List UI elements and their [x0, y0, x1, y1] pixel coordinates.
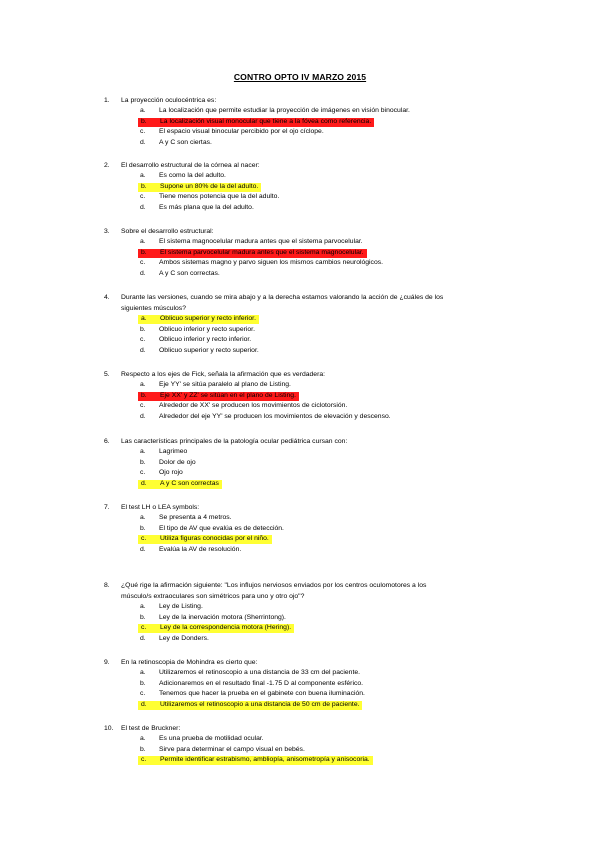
option-letter: d. [140, 346, 146, 354]
option-letter: a. [141, 315, 147, 322]
question-stem [0, 303, 600, 314]
option-text: Ambos sistemas magno y parvo siguen los mismos cambios neurológicos. [159, 259, 384, 267]
option-text: Tiene menos potencia que la del adulto. [159, 193, 280, 201]
question-text: Respecto a los ejes de Fick, señala la afirmación que es verdadera: [121, 371, 326, 378]
question-stem [0, 591, 600, 602]
answer-option-highlighted [0, 248, 600, 259]
answer-option [0, 458, 600, 469]
answer-option-highlighted [0, 755, 600, 766]
option-text: Supone un 80% de la del adulto. [160, 182, 259, 190]
question-text: El test LH o LEA symbols: [121, 504, 200, 511]
option-text: Ley de Donders. [159, 634, 209, 642]
question-number: 6. [104, 438, 110, 445]
question-stem [0, 160, 600, 171]
option-letter: c. [141, 756, 147, 764]
answer-option [0, 679, 600, 690]
answer-option-highlighted [0, 117, 600, 128]
question-number: 10. [104, 725, 114, 732]
option-letter: c. [141, 624, 147, 632]
option-text: Oblicuo inferior y recto superior. [159, 325, 255, 333]
option-letter: d. [140, 412, 146, 420]
question-text: ¿Qué rige la afirmación siguiente: "Los influjos nerviosos enviados por los centros oculomotores a los [121, 582, 427, 589]
option-text: Oblicuo superior y recto superior. [159, 346, 259, 354]
answer-option-highlighted [0, 700, 600, 711]
option-text: Es más plana que la del adulto. [159, 203, 254, 211]
option-text: Adicionaremos en el resultado final -1.75 D al componente esférico. [159, 679, 364, 687]
answer-option [0, 269, 600, 280]
option-text: Alrededor del eje YY' se producen los movimientos de elevación y descenso. [159, 412, 391, 420]
answer-option [0, 106, 600, 117]
option-letter: d. [140, 634, 146, 642]
option-letter: a. [140, 669, 146, 676]
option-text: Oblicuo superior y recto inferior. [160, 315, 256, 322]
answer-option [0, 258, 600, 269]
option-letter: a. [140, 172, 146, 179]
option-text: Utilizaremos el retinoscopio a una distancia de 50 cm de paciente. [160, 700, 360, 708]
option-text: A y C son correctas. [159, 269, 220, 277]
question-text: Las características principales de la patología ocular pediátrica cursan con: [121, 438, 348, 445]
question-text: Sobre el desarrollo estructural: [121, 228, 214, 235]
option-letter: a. [140, 603, 146, 610]
answer-option [0, 138, 600, 149]
option-letter: a. [140, 735, 146, 742]
option-text: Sirve para determinar el campo visual en bebés. [159, 745, 305, 753]
question-number: 3. [104, 228, 110, 235]
answer-option [0, 524, 600, 535]
option-letter: c. [140, 128, 146, 136]
question-text: El test de Bruckner: [121, 725, 181, 732]
option-text: A y C son correctas [160, 479, 219, 487]
option-text: Utilizaremos el retinoscopio a una distancia de 33 cm del paciente. [159, 669, 360, 676]
question-text: En la retinoscopia de Mohindra es cierto que: [121, 659, 258, 666]
question-5 [0, 369, 600, 422]
question-stem [0, 95, 600, 106]
answer-option [0, 545, 600, 556]
question-number: 1. [104, 97, 110, 104]
option-letter: b. [140, 458, 146, 466]
answer-option [0, 325, 600, 336]
option-text: El sistema parvocelular madura antes que el sistema magnocelular. [160, 248, 364, 256]
option-text: Alrededor de XX' se producen los movimientos de ciclotorsión. [159, 402, 348, 410]
answer-option [0, 613, 600, 624]
option-text: Ley de la correspondencia motora (Hering). [160, 624, 292, 632]
option-letter: b. [141, 248, 147, 256]
option-text: El tipo de AV que evalúa es de detección. [159, 524, 284, 532]
option-letter: d. [140, 269, 146, 277]
question-number: 8. [104, 582, 110, 589]
option-letter: d. [141, 700, 147, 708]
answer-option [0, 634, 600, 645]
option-letter: b. [140, 524, 146, 532]
option-letter: c. [140, 469, 146, 477]
answer-option [0, 689, 600, 700]
question-stem [0, 502, 600, 513]
option-letter: c. [141, 535, 147, 543]
answer-option [0, 668, 600, 679]
answer-option-highlighted [0, 534, 600, 545]
question-stem [0, 369, 600, 380]
option-text: Es una prueba de motilidad ocular. [159, 735, 264, 742]
question-text: siguientes músculos? [121, 305, 186, 312]
option-letter: d. [140, 203, 146, 211]
question-8 [0, 580, 600, 644]
option-letter: c. [140, 259, 146, 267]
option-letter: c. [140, 402, 146, 410]
question-number: 9. [104, 659, 110, 666]
option-letter: b. [140, 745, 146, 753]
option-letter: c. [140, 336, 146, 344]
answer-option-highlighted [0, 479, 600, 490]
option-text: El espacio visual binocular percibido por el ojo cíclope. [159, 128, 324, 136]
answer-option-highlighted [0, 314, 600, 325]
question-10 [0, 723, 600, 766]
option-letter: b. [140, 679, 146, 687]
answer-option-highlighted [0, 182, 600, 193]
option-letter: d. [141, 479, 147, 487]
question-stem [0, 657, 600, 668]
answer-option [0, 513, 600, 524]
option-letter: c. [140, 193, 146, 201]
answer-option-highlighted [0, 623, 600, 634]
answer-option [0, 127, 600, 138]
question-number: 5. [104, 371, 110, 378]
answer-option [0, 401, 600, 412]
question-7 [0, 502, 600, 555]
option-text: A y C son ciertas. [159, 138, 212, 146]
answer-option [0, 602, 600, 613]
option-text: Tenemos que hacer la prueba en el gabinete con buena iluminación. [159, 690, 365, 698]
answer-option [0, 346, 600, 357]
option-letter: a. [140, 448, 146, 455]
option-text: Evalúa la AV de resolución. [159, 545, 242, 553]
option-letter: a. [140, 107, 146, 114]
option-text: La localización visual monocular que tiene a la fóvea como referencia. [160, 117, 372, 125]
question-stem [0, 292, 600, 303]
question-stem [0, 580, 600, 591]
option-letter: b. [140, 613, 146, 621]
option-letter: b. [141, 182, 147, 190]
answer-option [0, 468, 600, 479]
question-3 [0, 226, 600, 279]
question-number: 2. [104, 162, 110, 169]
option-text: Dolor de ojo [159, 458, 196, 466]
answer-option [0, 734, 600, 745]
option-letter: b. [141, 391, 147, 399]
answer-option [0, 412, 600, 423]
option-letter: c. [140, 690, 146, 698]
option-letter: b. [140, 325, 146, 333]
question-text: El desarrollo estructural de la córnea al nacer: [121, 162, 260, 169]
answer-option-highlighted [0, 391, 600, 402]
question-text: músculo/s extraoculares son simétricos para uno y otro ojo"? [121, 593, 305, 600]
option-text: Utiliza figuras conocidas por el niño. [160, 535, 269, 543]
option-text: Ley de la inervación motora (Sherrintong). [159, 613, 286, 621]
option-letter: a. [140, 514, 146, 521]
option-text: El sistema magnocelular madura antes que el sistema parvocelular. [159, 238, 363, 245]
question-number: 7. [104, 504, 110, 511]
option-text: Ley de Listing. [159, 603, 203, 610]
answer-option [0, 335, 600, 346]
answer-option [0, 203, 600, 214]
option-text: Eje YY' se sitúa paralelo al plano de Listing. [159, 381, 291, 388]
option-letter: d. [140, 138, 146, 146]
question-stem [0, 226, 600, 237]
option-text: Ojo rojo [159, 469, 183, 477]
answer-option [0, 447, 600, 458]
answer-option [0, 171, 600, 182]
option-letter: a. [140, 381, 146, 388]
question-text: La proyección oculocéntrica es: [121, 97, 217, 104]
question-2 [0, 160, 600, 213]
option-text: Eje XX' y ZZ' se sitúan en el plano de Listing. [160, 391, 296, 399]
document-title: CONTRO OPTO IV MARZO 2015 [233, 72, 367, 82]
question-stem [0, 723, 600, 734]
question-number: 4. [104, 294, 110, 301]
option-text: La localización que permite estudiar la proyección de imágenes en visión binocular. [159, 107, 410, 114]
answer-option [0, 745, 600, 756]
option-letter: b. [141, 117, 147, 125]
answer-option [0, 237, 600, 248]
question-6 [0, 436, 600, 489]
answer-option [0, 380, 600, 391]
answer-option [0, 192, 600, 203]
option-text: Se presenta a 4 metros. [159, 514, 232, 521]
option-letter: a. [140, 238, 146, 245]
question-stem [0, 436, 600, 447]
option-text: Permite identificar estrabismo, ambliopía, anisometropía y anisocoria. [160, 756, 370, 764]
question-4 [0, 292, 600, 356]
option-text: Es como la del adulto. [159, 172, 226, 179]
option-letter: d. [140, 545, 146, 553]
question-9 [0, 657, 600, 710]
option-text: Oblicuo inferior y recto inferior. [159, 336, 252, 344]
question-text: Durante las versiones, cuando se mira abajo y a la derecha estamos valorando la acción de ¿cuáles de los [121, 294, 444, 301]
question-1 [0, 95, 600, 148]
option-text: Lagrimeo [159, 448, 188, 455]
